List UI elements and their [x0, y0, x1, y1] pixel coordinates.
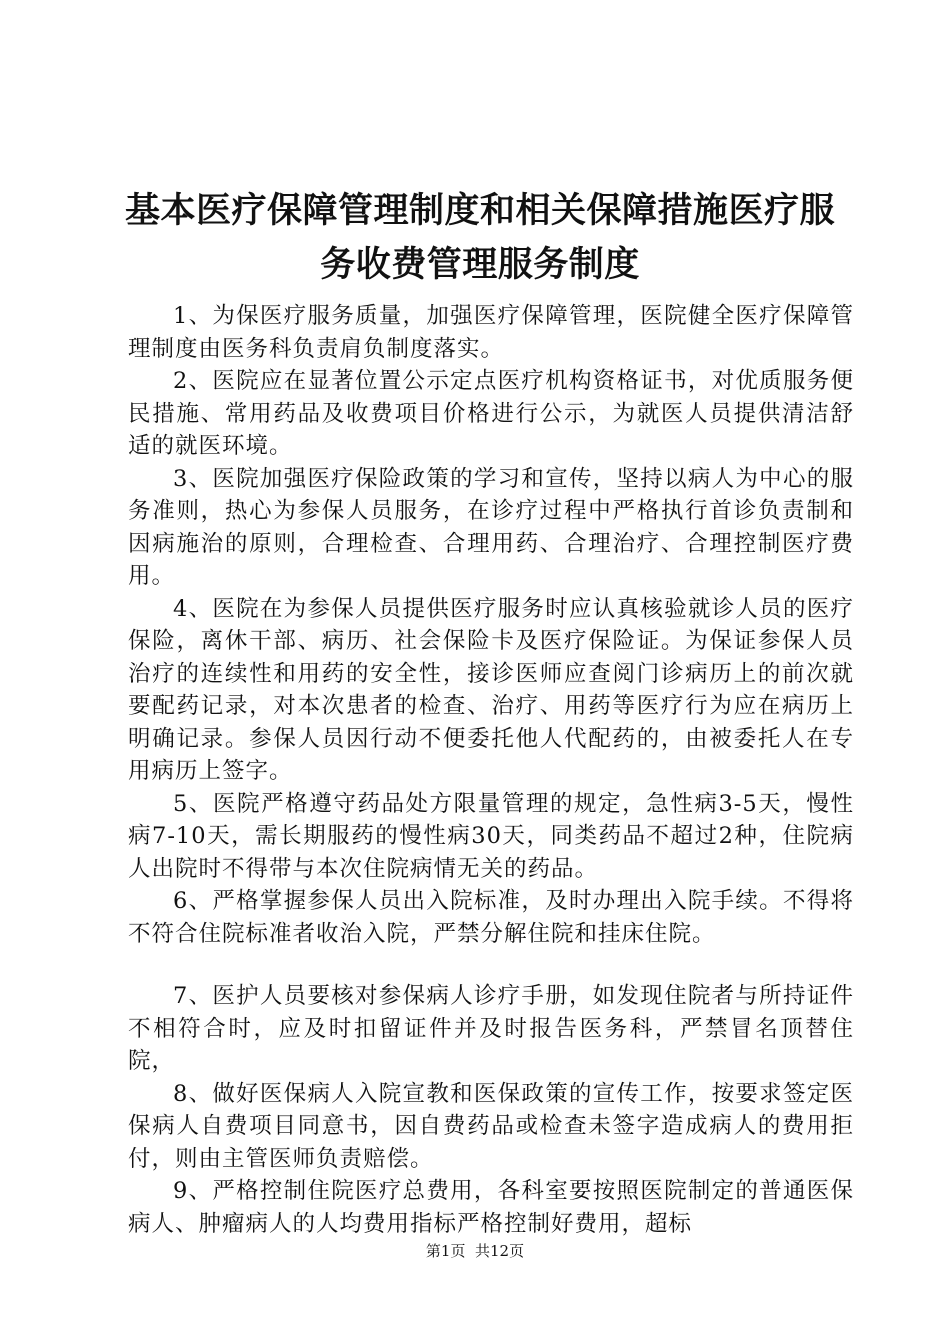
paragraph-spacer	[128, 950, 854, 980]
paragraph-1: 1、为保医疗服务质量，加强医疗保障管理，医院健全医疗保障管理制度由医务科负责肩负制度落实。	[128, 303, 854, 362]
document-title-line-2: 务收费管理服务制度	[320, 245, 640, 285]
document-body	[128, 300, 854, 1240]
paragraph-5: 5、医院严格遵守药品处方限量管理的规定，急性病3-5天，慢性病7-10天，需长期服药的慢性病30天，同类药品不超过2种，住院病人出院时不得带与本次住院病情无关的药品。	[128, 790, 854, 882]
paragraph-6: 6、严格掌握参保人员出入院标准，及时办理出入院手续。不得将不符合住院标准者收治入院，严禁分解住院和挂床住院。	[128, 888, 854, 947]
paragraph-7: 7、医护人员要核对参保病人诊疗手册，如发现住院者与所持证件不相符合时，应及时扣留证件并及时报告医务科，严禁冒名顶替住院，	[128, 983, 854, 1074]
paragraph-2: 2、医院应在显著位置公示定点医疗机构资格证书，对优质服务便民措施、常用药品及收费项目价格进行公示，为就医人员提供清洁舒适的就医环境。	[128, 368, 854, 459]
page-footer: 第1页 共12页	[425, 1242, 525, 1260]
paragraph-3: 3、医院加强医疗保险政策的学习和宣传，坚持以病人为中心的服务准则，热心为参保人员服务，在诊疗过程中严格执行首诊负责制和因病施治的原则，合理检查、合理用药、合理治疗、合理控制医疗费用。	[128, 465, 854, 589]
document-title-line-1: 基本医疗保障管理制度和相关保障措施医疗服	[124, 191, 835, 231]
paragraph-9: 9、严格控制住院医疗总费用，各科室要按照医院制定的普通医保病人、肿瘤病人的人均费用指标严格控制好费用，超标	[128, 1178, 854, 1237]
paragraph-4: 4、医院在为参保人员提供医疗服务时应认真核验就诊人员的医疗保险，离休干部、病历、社会保险卡及医疗保险证。为保证参保人员治疗的连续性和用药的安全性，接诊医师应查阅门诊病历上的前次就要配药记录，对本次患者的检查、治疗、用药等医疗行为应在病历上明确记录。参保人员因行动不便委托他人代配药的，由被委托人在专用病历上签字。	[128, 595, 854, 784]
document-title	[110, 184, 850, 292]
paragraph-8: 8、做好医保病人入院宣教和医保政策的宣传工作，按要求签定医保病人自费项目同意书，因自费药品或检查未签字造成病人的费用拒付，则由主管医师负责赔偿。	[128, 1080, 854, 1172]
